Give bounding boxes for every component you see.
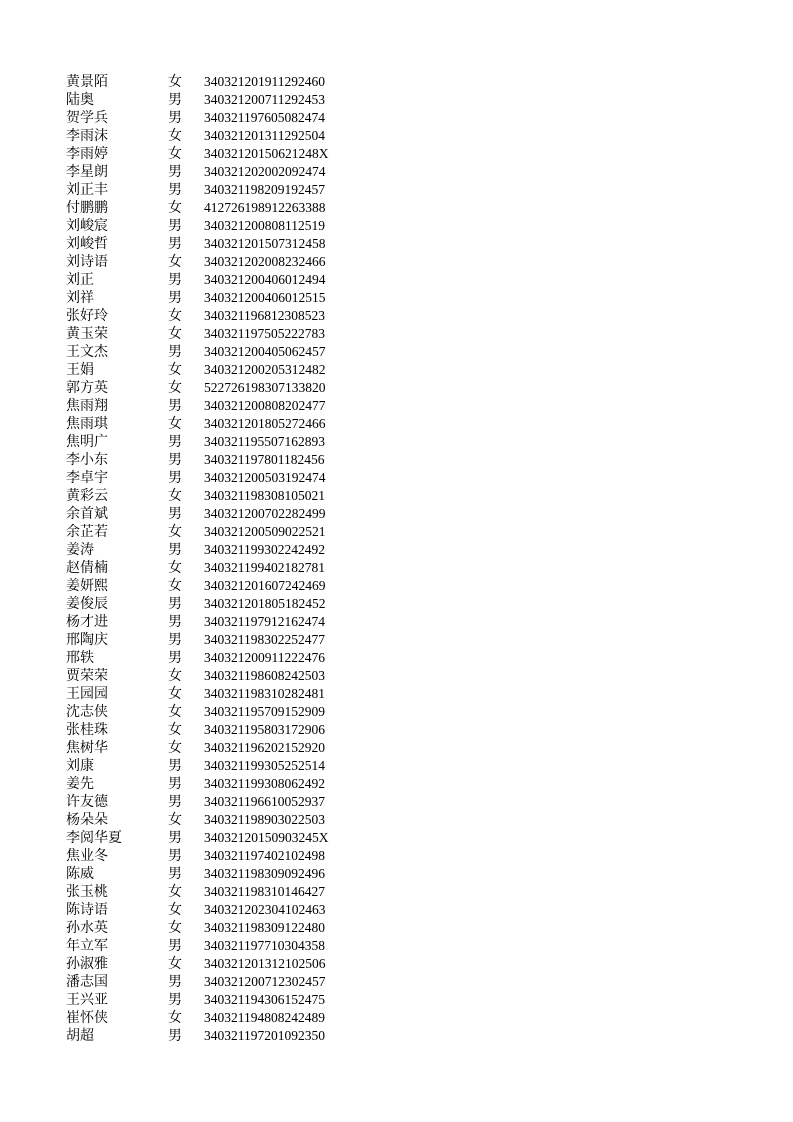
- person-name: 焦雨琪: [66, 416, 108, 432]
- person-name: 许友德: [66, 794, 108, 810]
- table-row: [0, 685, 793, 703]
- table-row: [0, 991, 793, 1009]
- person-gender: 男: [168, 218, 182, 234]
- person-id-number: 340321196202152920: [204, 740, 325, 755]
- person-gender: 男: [168, 434, 182, 450]
- person-gender: 男: [168, 182, 182, 198]
- person-gender: 男: [168, 344, 182, 360]
- person-gender: 女: [168, 560, 182, 576]
- person-gender: 女: [168, 578, 182, 594]
- table-row: [0, 721, 793, 739]
- table-row: [0, 847, 793, 865]
- person-name: 张桂珠: [66, 722, 108, 738]
- person-gender: 女: [168, 380, 182, 396]
- person-name: 焦树华: [66, 740, 108, 756]
- table-row: [0, 811, 793, 829]
- person-id-number: 412726198912263388: [204, 200, 326, 215]
- person-gender: 男: [168, 848, 182, 864]
- person-name: 黄玉荣: [66, 326, 108, 342]
- person-gender: 男: [168, 470, 182, 486]
- person-gender: 女: [168, 902, 182, 918]
- person-id-number: 340321198308105021: [204, 488, 325, 503]
- table-row: [0, 181, 793, 199]
- person-name: 郭方英: [66, 380, 108, 396]
- person-name: 姜俊辰: [66, 596, 108, 612]
- person-name: 赵倩楠: [66, 560, 108, 576]
- person-id-number: 340321198903022503: [204, 812, 325, 827]
- person-name: 张好玲: [66, 308, 108, 324]
- person-id-number: 340321201911292460: [204, 74, 325, 89]
- table-row: [0, 199, 793, 217]
- person-gender: 男: [168, 272, 182, 288]
- person-id-number: 340321200911222476: [204, 650, 325, 665]
- person-id-number: 340321196812308523: [204, 308, 325, 323]
- table-row: [0, 451, 793, 469]
- person-name: 沈志侠: [66, 704, 108, 720]
- table-row: [0, 829, 793, 847]
- person-id-number: 340321195507162893: [204, 434, 325, 449]
- person-name: 黄彩云: [66, 488, 108, 504]
- table-row: [0, 73, 793, 91]
- table-row: [0, 1009, 793, 1027]
- table-row: [0, 775, 793, 793]
- table-row: [0, 757, 793, 775]
- person-gender: 女: [168, 128, 182, 144]
- person-name: 刘诗语: [66, 254, 108, 270]
- person-id-number: 340321197605082474: [204, 110, 325, 125]
- person-id-number: 340321200808112519: [204, 218, 325, 233]
- person-id-number: 340321199302242492: [204, 542, 325, 557]
- person-gender: 男: [168, 650, 182, 666]
- table-row: [0, 397, 793, 415]
- person-name: 焦雨翔: [66, 398, 108, 414]
- person-name: 余首斌: [66, 506, 108, 522]
- person-gender: 女: [168, 200, 182, 216]
- person-id-number: 340321194306152475: [204, 992, 325, 1007]
- person-id-number: 340321198309122480: [204, 920, 325, 935]
- person-name: 刘祥: [66, 290, 94, 306]
- person-gender: 女: [168, 524, 182, 540]
- person-gender: 女: [168, 884, 182, 900]
- person-name: 李雨婷: [66, 146, 108, 162]
- person-name: 刘峻哲: [66, 236, 108, 252]
- table-row: [0, 577, 793, 595]
- table-row: [0, 469, 793, 487]
- table-row: [0, 109, 793, 127]
- person-gender: 女: [168, 146, 182, 162]
- person-name: 刘峻宸: [66, 218, 108, 234]
- person-gender: 男: [168, 506, 182, 522]
- table-row: [0, 361, 793, 379]
- table-row: [0, 343, 793, 361]
- table-row: [0, 379, 793, 397]
- person-id-number: 340321202002092474: [204, 164, 326, 179]
- table-row: [0, 235, 793, 253]
- person-gender: 男: [168, 632, 182, 648]
- person-name: 李卓宇: [66, 470, 108, 486]
- table-row: [0, 973, 793, 991]
- person-name: 孙水英: [66, 920, 108, 936]
- person-gender: 男: [168, 614, 182, 630]
- person-id-number: 340321198310282481: [204, 686, 325, 701]
- person-id-number: 340321201607242469: [204, 578, 326, 593]
- person-gender: 女: [168, 416, 182, 432]
- person-name: 张玉桃: [66, 884, 108, 900]
- table-row: [0, 325, 793, 343]
- person-id-number: 340321200712302457: [204, 974, 326, 989]
- person-gender: 男: [168, 92, 182, 108]
- person-gender: 男: [168, 398, 182, 414]
- person-name: 姜涛: [66, 542, 94, 558]
- person-id-number: 34032120150621248X: [204, 146, 329, 161]
- person-id-number: 340321202008232466: [204, 254, 326, 269]
- person-id-number: 340321197402102498: [204, 848, 325, 863]
- person-name: 贺学兵: [66, 110, 108, 126]
- person-name: 杨才进: [66, 614, 108, 630]
- person-gender: 男: [168, 596, 182, 612]
- person-gender: 男: [168, 938, 182, 954]
- person-gender: 男: [168, 992, 182, 1008]
- table-row: [0, 937, 793, 955]
- person-id-number: 340321198608242503: [204, 668, 325, 683]
- person-gender: 男: [168, 794, 182, 810]
- person-gender: 男: [168, 830, 182, 846]
- person-id-number: 340321195803172906: [204, 722, 325, 737]
- table-row: [0, 289, 793, 307]
- person-id-number: 522726198307133820: [204, 380, 326, 395]
- person-name: 刘正丰: [66, 182, 108, 198]
- table-row: [0, 253, 793, 271]
- person-name: 刘康: [66, 758, 94, 774]
- person-id-number: 340321198309092496: [204, 866, 325, 881]
- person-name: 姜先: [66, 776, 94, 792]
- person-id-number: 340321195709152909: [204, 704, 325, 719]
- person-gender: 女: [168, 1010, 182, 1026]
- table-row: [0, 505, 793, 523]
- person-id-number: 340321200503192474: [204, 470, 326, 485]
- table-row: [0, 487, 793, 505]
- person-id-number: 340321199402182781: [204, 560, 325, 575]
- person-name: 陈诗语: [66, 902, 108, 918]
- table-row: [0, 217, 793, 235]
- person-name: 胡超: [66, 1028, 94, 1044]
- person-id-number: 340321197710304358: [204, 938, 325, 953]
- person-id-number: 340321200205312482: [204, 362, 326, 377]
- person-gender: 女: [168, 704, 182, 720]
- table-row: [0, 631, 793, 649]
- person-id-number: 340321198310146427: [204, 884, 325, 899]
- person-gender: 女: [168, 686, 182, 702]
- person-gender: 女: [168, 920, 182, 936]
- person-name: 邢陶庆: [66, 632, 108, 648]
- person-name: 李小东: [66, 452, 108, 468]
- person-gender: 男: [168, 758, 182, 774]
- person-id-number: 340321201805272466: [204, 416, 326, 431]
- person-id-number: 340321199305252514: [204, 758, 325, 773]
- person-id-number: 340321200808202477: [204, 398, 326, 413]
- person-gender: 男: [168, 974, 182, 990]
- table-row: [0, 523, 793, 541]
- person-gender: 男: [168, 110, 182, 126]
- table-row: [0, 307, 793, 325]
- person-id-number: 34032120150903245X: [204, 830, 329, 845]
- table-row: [0, 541, 793, 559]
- person-gender: 男: [168, 452, 182, 468]
- person-gender: 男: [168, 236, 182, 252]
- table-row: [0, 613, 793, 631]
- person-name: 付鹏鹏: [66, 200, 108, 216]
- person-id-number: 340321201805182452: [204, 596, 326, 611]
- person-gender: 男: [168, 1028, 182, 1044]
- person-id-number: 340321200406012494: [204, 272, 326, 287]
- table-row: [0, 883, 793, 901]
- person-gender: 女: [168, 740, 182, 756]
- person-id-number: 340321199308062492: [204, 776, 325, 791]
- person-name: 焦业冬: [66, 848, 108, 864]
- person-gender: 女: [168, 722, 182, 738]
- person-gender: 女: [168, 254, 182, 270]
- person-id-number: 340321200711292453: [204, 92, 325, 107]
- table-row: [0, 667, 793, 685]
- person-gender: 女: [168, 362, 182, 378]
- person-gender: 男: [168, 776, 182, 792]
- person-name: 杨朵朵: [66, 812, 108, 828]
- person-id-number: 340321196610052937: [204, 794, 325, 809]
- person-gender: 女: [168, 956, 182, 972]
- person-gender: 女: [168, 668, 182, 684]
- person-name: 年立军: [66, 938, 108, 954]
- person-id-number: 340321198209192457: [204, 182, 325, 197]
- person-id-number: 340321198302252477: [204, 632, 325, 647]
- person-name: 邢轶: [66, 650, 94, 666]
- person-id-number: 340321200509022521: [204, 524, 326, 539]
- person-name: 焦明广: [66, 434, 108, 450]
- table-row: [0, 271, 793, 289]
- table-row: [0, 703, 793, 721]
- person-id-number: 340321200702282499: [204, 506, 326, 521]
- person-id-number: 340321197201092350: [204, 1028, 325, 1043]
- person-gender: 女: [168, 326, 182, 342]
- person-name: 崔怀侠: [66, 1010, 108, 1026]
- person-id-number: 340321200406012515: [204, 290, 326, 305]
- person-name: 李星朗: [66, 164, 108, 180]
- table-row: [0, 559, 793, 577]
- person-name: 贾荣荣: [66, 668, 108, 684]
- person-name: 李雨沫: [66, 128, 108, 144]
- table-row: [0, 955, 793, 973]
- person-gender: 女: [168, 812, 182, 828]
- person-name: 陆奥: [66, 92, 94, 108]
- person-name: 刘正: [66, 272, 94, 288]
- person-id-number: 340321197505222783: [204, 326, 325, 341]
- person-name: 潘志国: [66, 974, 108, 990]
- table-row: [0, 415, 793, 433]
- person-id-number: 340321201312102506: [204, 956, 326, 971]
- table-row: [0, 1027, 793, 1045]
- person-id-number: 340321194808242489: [204, 1010, 325, 1025]
- person-id-number: 340321200405062457: [204, 344, 326, 359]
- table-row: [0, 127, 793, 145]
- table-row: [0, 433, 793, 451]
- table-row: [0, 793, 793, 811]
- table-row: [0, 919, 793, 937]
- person-name: 余芷若: [66, 524, 108, 540]
- person-gender: 男: [168, 290, 182, 306]
- table-row: [0, 595, 793, 613]
- person-name: 黄景陌: [66, 74, 108, 90]
- person-name: 王娟: [66, 362, 94, 378]
- person-id-number: 340321201507312458: [204, 236, 326, 251]
- person-gender: 男: [168, 542, 182, 558]
- person-name: 王文杰: [66, 344, 108, 360]
- person-name: 王园园: [66, 686, 108, 702]
- person-gender: 男: [168, 866, 182, 882]
- table-row: [0, 649, 793, 667]
- person-gender: 男: [168, 164, 182, 180]
- person-gender: 女: [168, 488, 182, 504]
- person-name: 陈威: [66, 866, 94, 882]
- person-list: [0, 73, 793, 1045]
- person-gender: 女: [168, 308, 182, 324]
- table-row: [0, 865, 793, 883]
- table-row: [0, 739, 793, 757]
- person-name: 孙淑雅: [66, 956, 108, 972]
- person-name: 李阅华夏: [66, 830, 122, 846]
- table-row: [0, 145, 793, 163]
- person-id-number: 340321201311292504: [204, 128, 325, 143]
- person-id-number: 340321197912162474: [204, 614, 325, 629]
- person-id-number: 340321197801182456: [204, 452, 325, 467]
- person-name: 王兴亚: [66, 992, 108, 1008]
- table-row: [0, 901, 793, 919]
- person-name: 姜妍熙: [66, 578, 108, 594]
- table-row: [0, 91, 793, 109]
- person-gender: 女: [168, 74, 182, 90]
- table-row: [0, 163, 793, 181]
- person-id-number: 340321202304102463: [204, 902, 326, 917]
